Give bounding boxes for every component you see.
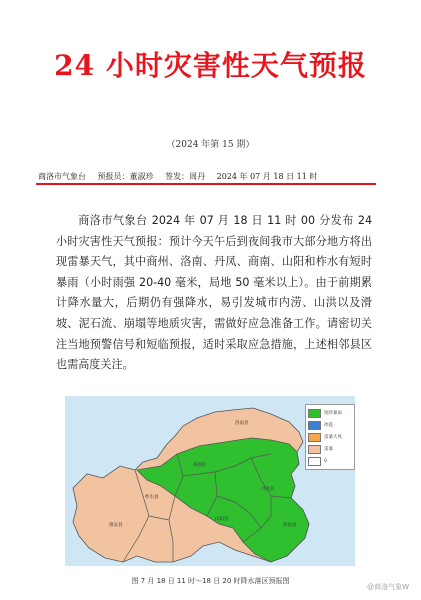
place-zhenan: 镇安县 [109,523,123,528]
meta-forecaster: 预报员：董淑珍 [97,172,154,181]
meta-datetime: 2024 年 07 月 18 日 11 时 [216,172,318,181]
legend-label: 短时暴雨 [324,411,342,416]
place-shangzhou: 商州区 [193,463,207,468]
red-divider [36,183,376,185]
legend-item [308,407,352,419]
legend-label: 雷暴 [324,447,333,452]
meta-org: 商洛市气象台 [38,172,86,181]
forecast-map [65,396,355,566]
legend-item [308,419,352,431]
legend-swatch [308,409,321,418]
map-caption: 图 7 月 18 日 11 时～18 日 20 时降水落区预报图 [131,577,290,585]
legend-item [308,455,352,467]
forecast-body: 商洛市气象台 2024 年 07 月 18 日 11 时 00 分发布 24 小时灾害性天气预报：预计今天午后到夜间我市大部分地方将出现雷暴天气，其中商州、洛南、丹凤、商南、山阳和柞水有短时暴雨（小时雨强 20-40 毫米，局地 50 毫米以上）。由于前期累计降水量大，后期仍有强降水，易引发城市内涝、山洪以及滑坡、泥石流、崩塌等地质灾害，需做好应急准备工作。请密切关注当地预警信号和短临预报，适时采取应急措施，上述相邻县区也需高度关注。 [56,214,372,372]
legend-swatch [308,433,321,442]
legend-swatch [308,457,321,466]
legend-label: 雷暴大风 [324,435,342,440]
legend-label: 冰雹 [324,423,333,428]
place-shangnan: 商南县 [283,523,297,528]
place-zhashui: 柞水县 [145,495,159,500]
place-danfeng: 丹凤县 [261,487,275,492]
meta-line [38,171,378,182]
watermark: @商洛气象W [367,583,409,591]
meta-signer: 签发：周丹 [165,172,206,181]
place-shanyang: 山阳县 [215,517,229,522]
legend-swatch [308,445,321,454]
map-legend [305,404,355,470]
place-luonan: 洛南县 [235,421,249,426]
issue-number: （2024 年第 15 期） [166,140,255,150]
legend-swatch [308,421,321,430]
document-title: 24 小时灾害性天气预报 [54,49,367,82]
legend-item [308,443,352,455]
legend-item [308,431,352,443]
legend-label: 0 [324,458,327,464]
